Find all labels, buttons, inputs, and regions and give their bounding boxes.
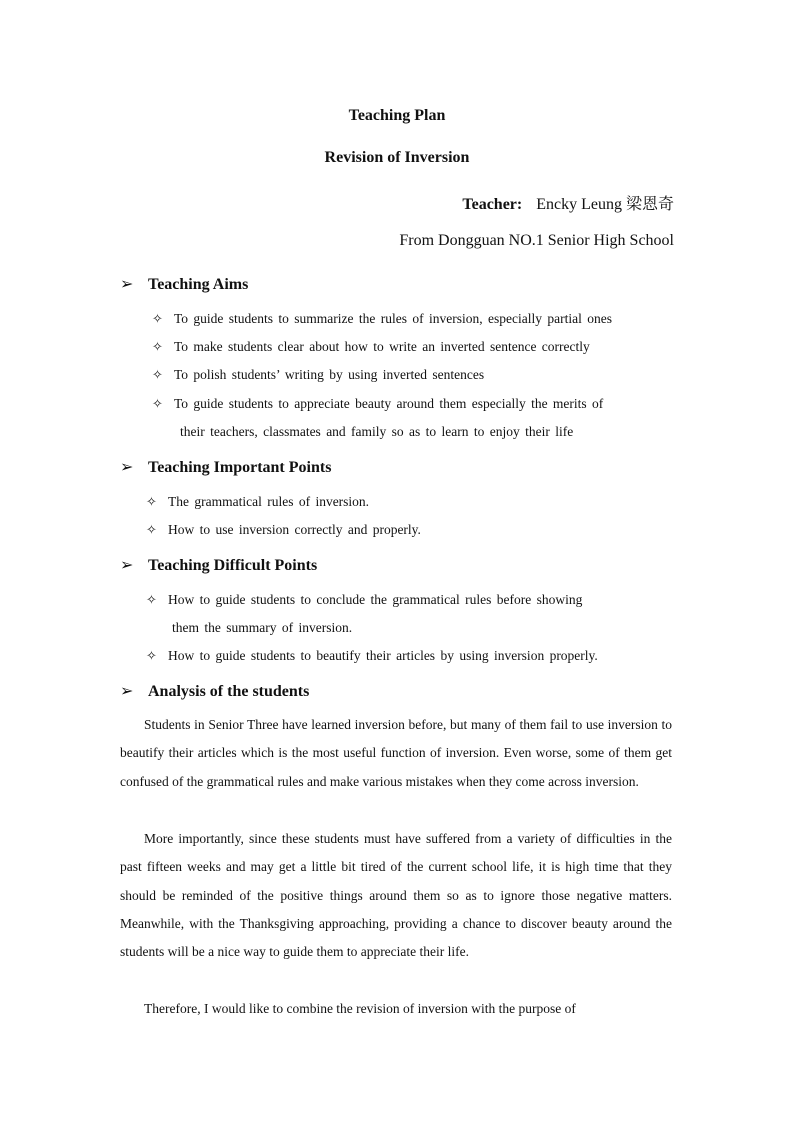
paragraph-analysis-2: More importantly, since these students must have suffered from a variety of difficulties in the past fifteen weeks and may get a little bit tired of the current school life, it is high time that they should be reminded of the positive things around them so as to ignore those negative matters. Meanwhile, with the Thanksgiving approaching, providing a chance to discover beauty around the students will be a nice way to guide them to appreciate their life. bbox=[120, 831, 672, 960]
arrow-bullet-icon: ➢ bbox=[120, 459, 134, 476]
paragraph-analysis-1: Students in Senior Three have learned inversion before, but many of them fail to use inversion to beautify their articles which is the most useful function of inversion. Even worse, some of them get confused of the grammatical rules and make various mistakes when they come across inversion. bbox=[120, 717, 672, 789]
list-item: ✧ How to use inversion correctly and properly. bbox=[146, 522, 421, 537]
teacher-line bbox=[462, 191, 674, 214]
list-item: ✧ To guide students to summarize the rules of inversion, especially partial ones bbox=[152, 311, 612, 326]
document-subtitle: Revision of Inversion bbox=[324, 149, 470, 166]
paragraph-analysis-3: Therefore, I would like to combine the revision of inversion with the purpose of bbox=[144, 1001, 576, 1016]
section-heading-difficult: ➢ Teaching Difficult Points bbox=[120, 557, 318, 574]
list-item: ✧ To polish students’ writing by using inverted sentences bbox=[152, 367, 485, 382]
section-heading-important: ➢ Teaching Important Points bbox=[120, 459, 332, 476]
diamond-bullet-icon: ✧ bbox=[146, 494, 157, 509]
teacher-name: Encky Leung 梁恩奇 bbox=[536, 196, 674, 213]
section-heading-aims: ➢ Teaching Aims bbox=[120, 276, 249, 293]
section-heading-analysis: ➢ Analysis of the students bbox=[120, 683, 310, 700]
list-item: ✧ To guide students to appreciate beauty around them especially the merits of bbox=[152, 396, 604, 411]
school-line: From Dongguan NO.1 Senior High School bbox=[399, 232, 674, 249]
diamond-bullet-icon: ✧ bbox=[152, 311, 163, 326]
list-item: ✧ To make students clear about how to write an inverted sentence correctly bbox=[152, 339, 590, 354]
teacher-label: Teacher: bbox=[462, 196, 523, 213]
arrow-bullet-icon: ➢ bbox=[120, 683, 134, 700]
arrow-bullet-icon: ➢ bbox=[120, 557, 134, 574]
diamond-bullet-icon: ✧ bbox=[152, 339, 163, 354]
document-title: Teaching Plan bbox=[348, 107, 446, 124]
list-item: ✧ The grammatical rules of inversion. bbox=[146, 494, 370, 509]
list-item-continuation: their teachers, classmates and family so as to learn to enjoy their life bbox=[180, 424, 574, 439]
diamond-bullet-icon: ✧ bbox=[152, 396, 163, 411]
diamond-bullet-icon: ✧ bbox=[146, 648, 157, 663]
list-item: ✧ How to guide students to conclude the grammatical rules before showing bbox=[146, 592, 583, 607]
list-item-continuation: them the summary of inversion. bbox=[172, 620, 353, 635]
diamond-bullet-icon: ✧ bbox=[146, 592, 157, 607]
arrow-bullet-icon: ➢ bbox=[120, 276, 134, 293]
list-item: ✧ How to guide students to beautify their articles by using inversion properly. bbox=[146, 648, 598, 663]
diamond-bullet-icon: ✧ bbox=[146, 522, 157, 537]
diamond-bullet-icon: ✧ bbox=[152, 367, 163, 382]
